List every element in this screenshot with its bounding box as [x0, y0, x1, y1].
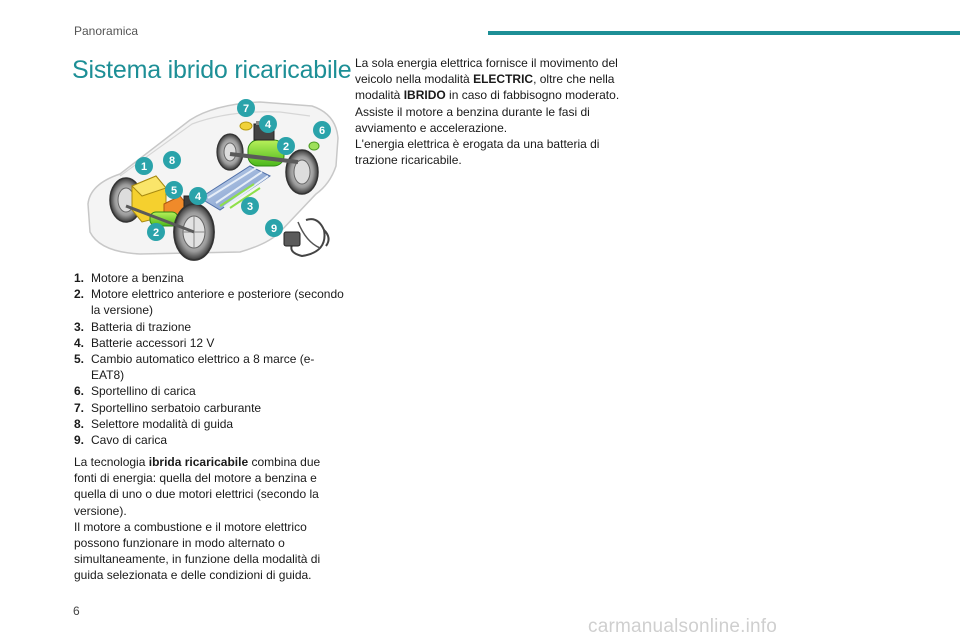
legend-number: 3.: [74, 319, 85, 334]
callout-1: [135, 157, 153, 175]
bold-term: ELECTRIC: [473, 72, 534, 87]
legend-item: [74, 270, 346, 286]
header-accent-bar: [488, 31, 960, 35]
callout-6-label: 6: [318, 125, 326, 137]
legend-text: Motore a benzina: [91, 271, 184, 285]
callout-1-label: 1: [140, 161, 148, 173]
callout-7: [237, 99, 255, 117]
intro-paragraph: La tecnologia ibrida ricaricabile combina due fonti di energia: quella del motore a benzina e quella di uno o due motori elettrici (secondo la versione). Il motore a combustione e il motore elettrico possono funzionare in modo alternato o simultaneamente, in funzione della modalità di guida selezionata e delle condizioni di guida.: [74, 455, 321, 583]
legend-text: Motore elettrico anteriore e posteriore (secondo la versione): [91, 287, 344, 318]
charging-cable: [284, 219, 329, 256]
rear-left-wheel: [217, 134, 243, 170]
rear-wheel: [286, 150, 318, 194]
fuel-flap: [240, 122, 252, 130]
legend-number: 2.: [74, 287, 85, 302]
callout-4-rear-label: 4: [264, 119, 272, 131]
callout-4-front: [189, 187, 207, 205]
legend-item: [74, 319, 346, 335]
callout-7-label: 7: [242, 103, 250, 115]
legend-text: Sportellino di carica: [91, 384, 196, 399]
callout-5-label: 5: [170, 185, 178, 197]
legend-item: [74, 416, 346, 432]
charge-flap: [309, 142, 319, 150]
legend-number: 4.: [74, 335, 85, 350]
callout-3-label: 3: [246, 201, 254, 213]
callout-4-rear: [259, 115, 277, 133]
electric-mode-paragraph: La sola energia elettrica fornisce il movimento del veicolo nella modalità ELECTRIC, oltre che nella modalità IBRIDO in caso di fabbisogno moderato. Assiste il motore a benzina durante le fasi di avviamento e accelerazione. L'energia elettrica è erogata da una batteria di trazione ricaricabile.: [355, 56, 620, 168]
legend-number: 9.: [74, 433, 85, 448]
legend-text: Selettore modalità di guida: [91, 416, 234, 431]
callout-9-label: 9: [270, 223, 278, 235]
legend-number: 1.: [74, 271, 85, 285]
callout-3: [241, 197, 259, 215]
callout-2-front: [147, 223, 165, 241]
legend-text: Sportellino serbatoio carburante: [91, 400, 262, 415]
callout-2-front-label: 2: [152, 227, 160, 239]
page-number: 6: [73, 604, 80, 618]
legend-item: [74, 432, 346, 448]
legend-item: [74, 286, 346, 318]
callout-8: [163, 151, 181, 169]
section-title: Panoramica: [74, 24, 139, 38]
callout-9: [265, 219, 283, 237]
legend-text: Batterie accessori 12 V: [91, 335, 215, 350]
legend-number: 6.: [74, 384, 85, 399]
bold-term: IBRIDO: [403, 88, 446, 103]
callout-8-label: 8: [168, 155, 176, 167]
legend-item: [74, 351, 346, 383]
legend-item: [74, 335, 346, 351]
callout-2-rear-label: 2: [282, 141, 290, 153]
legend-number: 8.: [74, 416, 85, 431]
bold-term: ibrida ricaricabile: [148, 455, 249, 469]
legend-text: Cambio automatico elettrico a 8 marce (e-EAT8): [91, 352, 315, 383]
legend-text: Batteria di trazione: [91, 319, 192, 334]
legend-number: 7.: [74, 400, 85, 415]
page-title: Sistema ibrido ricaricabile: [72, 56, 352, 84]
hybrid-system-diagram: [80, 92, 344, 266]
callout-2-rear: [277, 137, 295, 155]
watermark: carmanualsonline.info: [588, 616, 778, 637]
component-legend: [74, 270, 346, 448]
legend-text: Cavo di carica: [91, 433, 168, 448]
callout-5: [165, 181, 183, 199]
legend-number: 5.: [74, 352, 85, 367]
callout-6: [313, 121, 331, 139]
callout-4-front-label: 4: [194, 191, 202, 203]
legend-item: [74, 383, 346, 399]
legend-item: [74, 400, 346, 416]
